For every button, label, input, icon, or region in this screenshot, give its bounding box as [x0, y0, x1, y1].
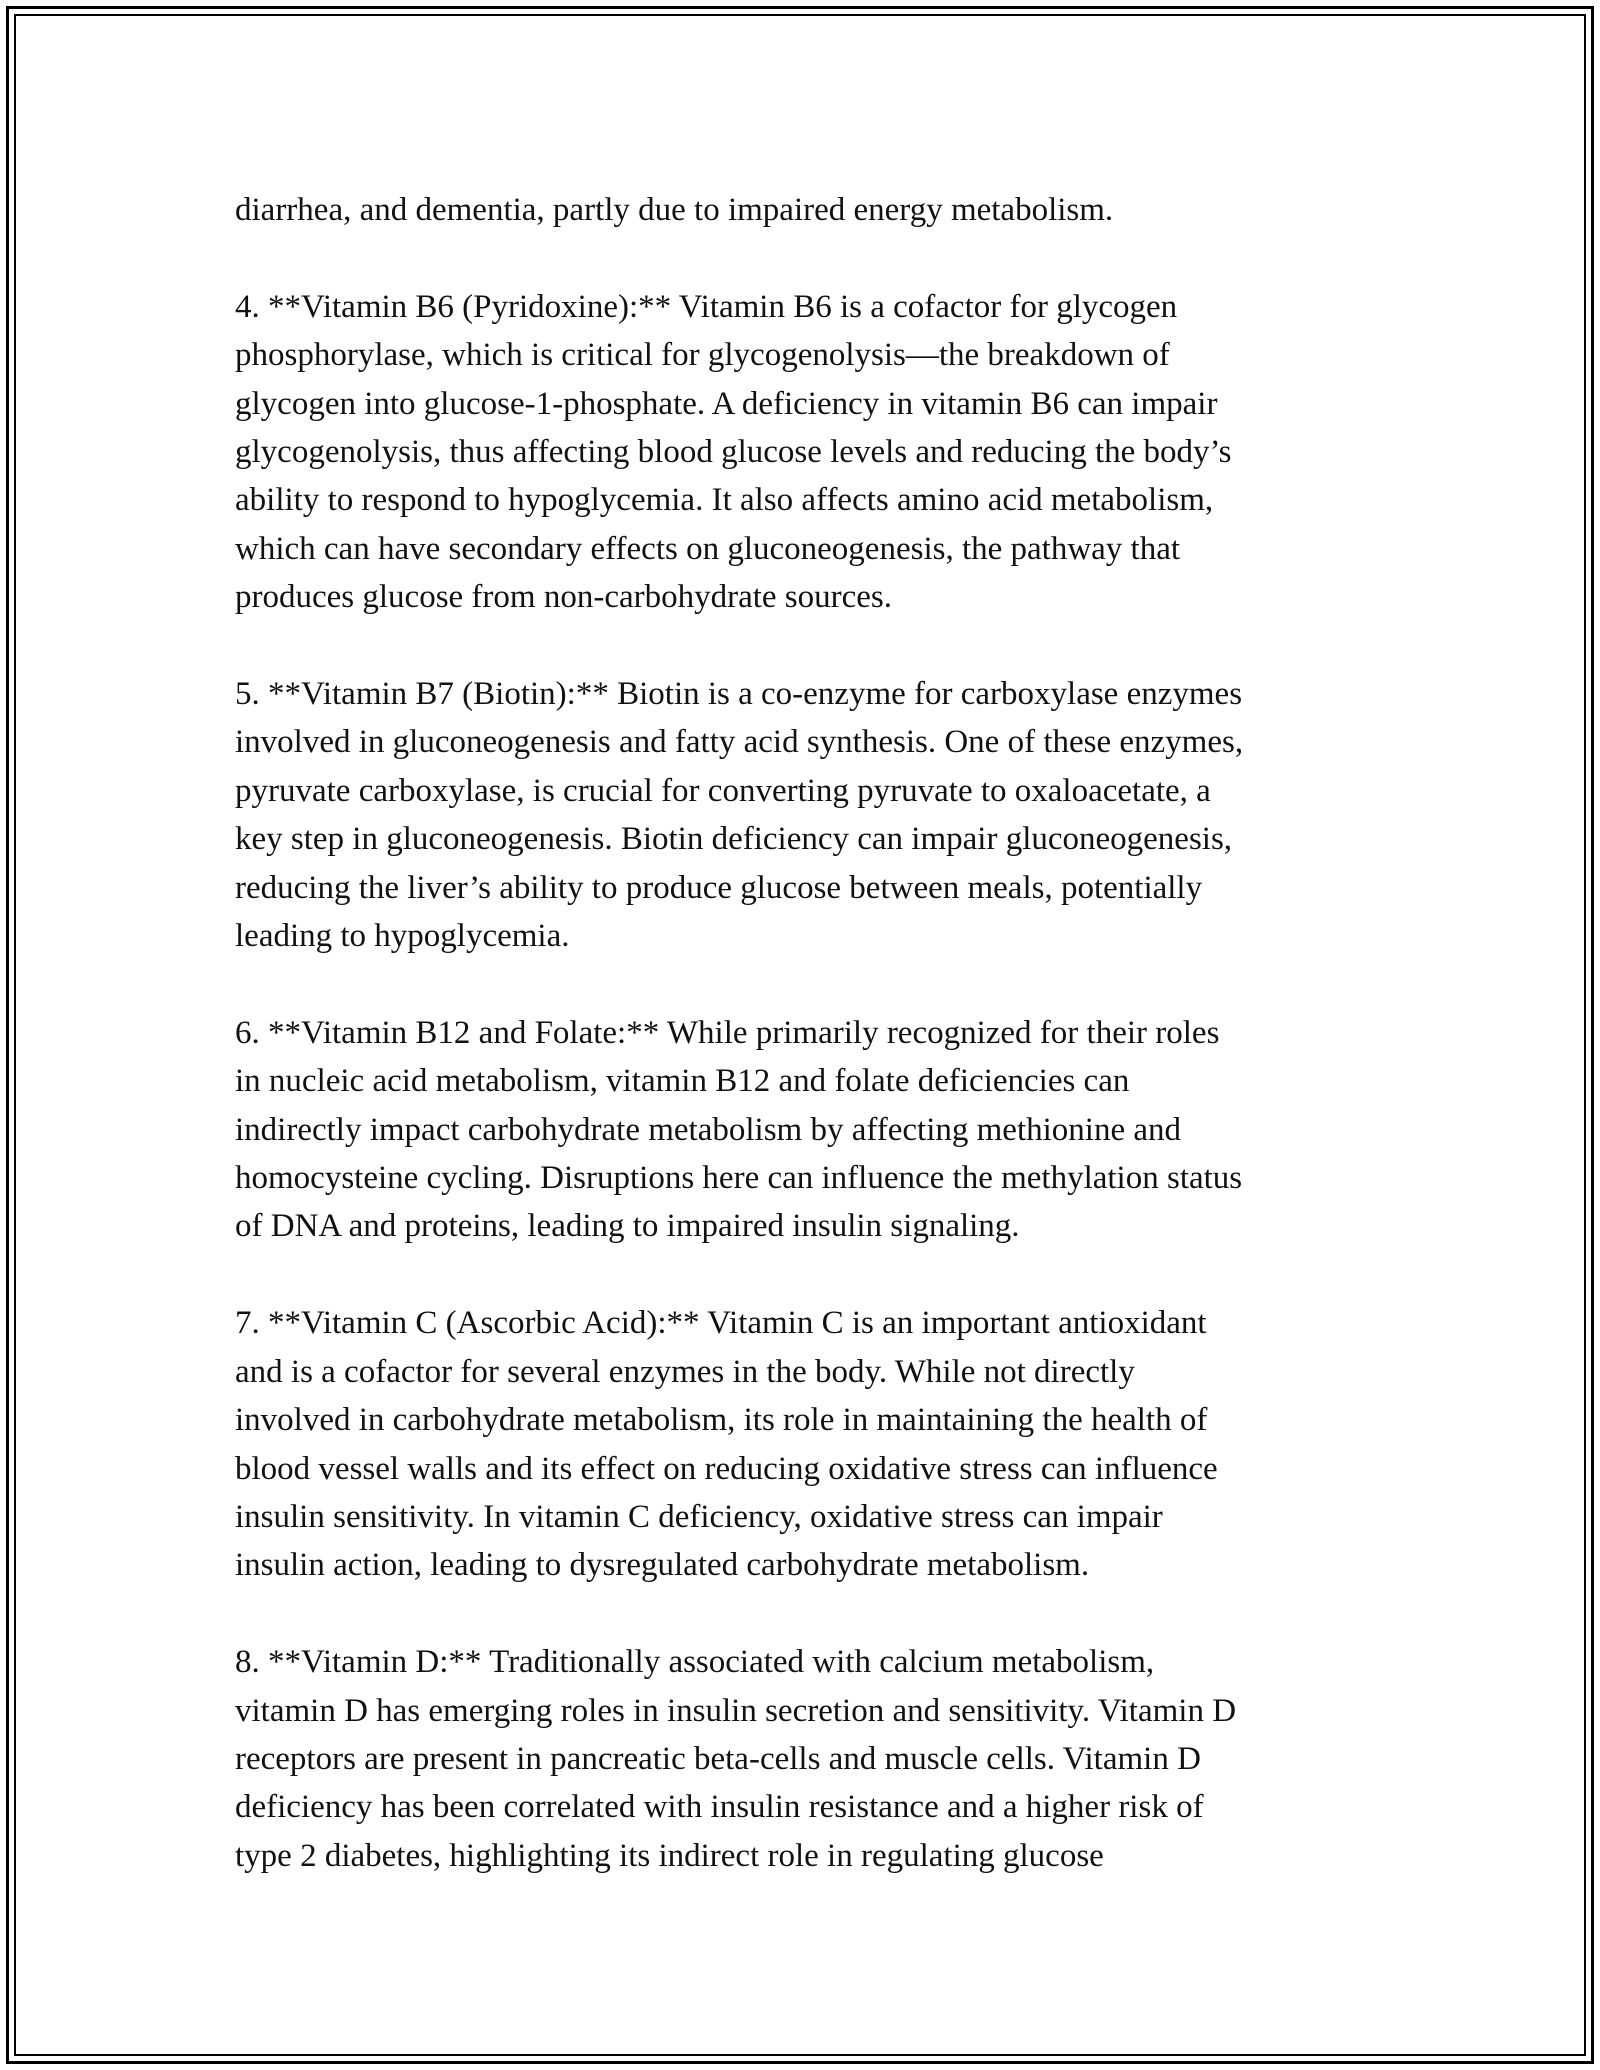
text-line: 8. **Vitamin D:** Traditionally associated with calcium metabolism,	[235, 1644, 1155, 1681]
text-line: 4. **Vitamin B6 (Pyridoxine):** Vitamin B6 is a cofactor for glycogen	[235, 288, 1178, 325]
text-line: insulin sensitivity. In vitamin C deficiency, oxidative stress can impair	[235, 1498, 1163, 1535]
text-line: insulin action, leading to dysregulated carbohydrate metabolism.	[235, 1547, 1090, 1584]
paragraph-vitamin-b6	[235, 283, 1395, 622]
paragraph-vitamin-c	[235, 1299, 1395, 1589]
text-line: receptors are present in pancreatic beta-cells and muscle cells. Vitamin D	[235, 1740, 1201, 1777]
text-line: blood vessel walls and its effect on reducing oxidative stress can influence	[235, 1450, 1218, 1487]
text-line: indirectly impact carbohydrate metabolism by affecting methionine and	[235, 1111, 1181, 1148]
text-line: involved in carbohydrate metabolism, its role in maintaining the health of	[235, 1402, 1208, 1439]
text-line: leading to hypoglycemia.	[235, 918, 570, 955]
document-body	[235, 186, 1395, 1880]
text-line: glycogenolysis, thus affecting blood glucose levels and reducing the body’s	[235, 434, 1232, 471]
paragraph-vitamin-b12-folate	[235, 1009, 1395, 1251]
text-line: in nucleic acid metabolism, vitamin B12 and folate deficiencies can	[235, 1063, 1130, 1100]
paragraph-vitamin-d	[235, 1638, 1395, 1880]
text-line: reducing the liver’s ability to produce glucose between meals, potentially	[235, 869, 1203, 906]
text-line: ability to respond to hypoglycemia. It also affects amino acid metabolism,	[235, 482, 1214, 519]
text-line: 7. **Vitamin C (Ascorbic Acid):** Vitamin C is an important antioxidant	[235, 1305, 1207, 1342]
text-line: which can have secondary effects on gluconeogenesis, the pathway that	[235, 530, 1181, 567]
text-line: involved in gluconeogenesis and fatty acid synthesis. One of these enzymes,	[235, 724, 1244, 761]
text-line: of DNA and proteins, leading to impaired insulin signaling.	[235, 1208, 1020, 1245]
text-line: deficiency has been correlated with insulin resistance and a higher risk of	[235, 1789, 1204, 1826]
paragraph-continuation	[235, 186, 1395, 234]
text-line: 5. **Vitamin B7 (Biotin):** Biotin is a co-enzyme for carboxylase enzymes	[235, 676, 1243, 713]
text-line: pyruvate carboxylase, is crucial for converting pyruvate to oxaloacetate, a	[235, 772, 1211, 809]
text-line: type 2 diabetes, highlighting its indirect role in regulating glucose	[235, 1837, 1104, 1874]
text-line: homocysteine cycling. Disruptions here can influence the methylation status	[235, 1160, 1243, 1197]
text-line: glycogen into glucose-1-phosphate. A deficiency in vitamin B6 can impair	[235, 385, 1218, 422]
text-line: diarrhea, and dementia, partly due to impaired energy metabolism.	[235, 192, 1114, 228]
text-line: 6. **Vitamin B12 and Folate:** While primarily recognized for their roles	[235, 1014, 1220, 1051]
text-line: produces glucose from non-carbohydrate sources.	[235, 579, 893, 616]
paragraph-vitamin-b7	[235, 670, 1395, 960]
text-line: phosphorylase, which is critical for glycogenolysis—the breakdown of	[235, 337, 1170, 374]
text-line: vitamin D has emerging roles in insulin secretion and sensitivity. Vitamin D	[235, 1692, 1237, 1729]
text-line: key step in gluconeogenesis. Biotin deficiency can impair gluconeogenesis,	[235, 821, 1233, 858]
text-line: and is a cofactor for several enzymes in the body. While not directly	[235, 1353, 1135, 1390]
